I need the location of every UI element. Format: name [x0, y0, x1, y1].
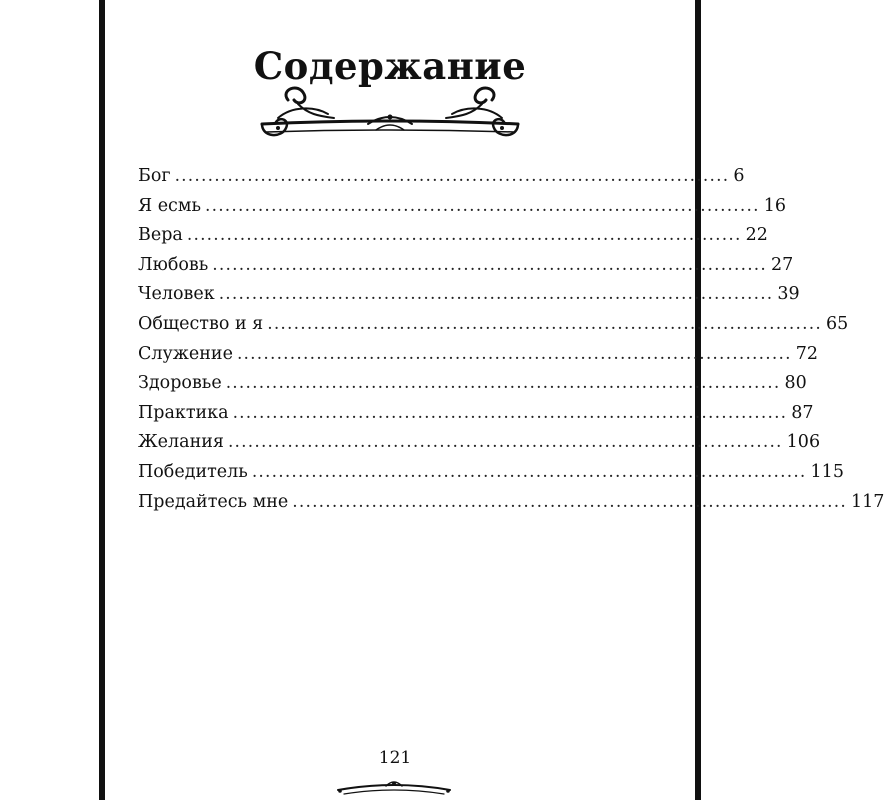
toc-entry-title: Практика [138, 402, 229, 423]
toc-entry[interactable] [138, 432, 821, 462]
toc-entry-page: 80 [784, 373, 807, 394]
page-title: Содержание [253, 44, 527, 88]
toc-leader-dots: .................................................................................... [232, 402, 788, 423]
toc-entry[interactable] [138, 254, 794, 285]
toc-leader-dots: .................................................................................... [212, 254, 768, 275]
toc-entry-page: 72 [795, 343, 818, 364]
toc-entry-page: 65 [825, 313, 849, 334]
toc-entry[interactable] [138, 313, 849, 344]
toc-entry-page: 16 [763, 195, 787, 216]
toc-entry[interactable] [138, 402, 814, 433]
toc-entry[interactable] [138, 491, 884, 522]
toc-entry-title: Предайтесь мне [138, 491, 289, 512]
toc-entry-title: Победитель [138, 461, 248, 482]
toc-entry[interactable] [138, 195, 787, 226]
toc-entry-page: 106 [786, 432, 821, 453]
toc-entry-title: Любовь [138, 254, 209, 275]
toc-entry-title: Служение [138, 343, 233, 364]
toc-leader-dots: .................................................................................... [267, 313, 822, 334]
page-number: 121 [378, 748, 412, 768]
toc-entry-page: 115 [810, 461, 844, 482]
toc-entry[interactable] [138, 225, 768, 255]
page-edge-right [695, 0, 701, 800]
toc-entry-page: 27 [771, 254, 794, 275]
toc-entry[interactable] [138, 166, 745, 196]
toc-entry[interactable] [138, 461, 844, 492]
toc-entry-title: Вера [138, 225, 183, 246]
toc-entry-title: Бог [138, 166, 171, 186]
toc-leader-dots: .................................................................................... [205, 195, 760, 216]
toc-leader-dots: .................................................................................... [218, 284, 774, 305]
toc-leader-dots: .................................................................................... [186, 225, 742, 246]
toc-entry-page: 39 [777, 284, 800, 305]
toc-leader-dots: .................................................................................... [174, 166, 730, 186]
toc-entry[interactable] [138, 343, 818, 374]
toc-entry[interactable] [138, 284, 800, 314]
decorative-scroll-icon [258, 84, 522, 142]
toc-entry-title: Человек [138, 284, 215, 305]
toc-entry-title: Общество и я [138, 313, 264, 334]
toc-entry-title: Здоровье [138, 373, 222, 394]
toc-leader-dots: .................................................................................... [225, 373, 781, 394]
toc-leader-dots: .................................................................................... [251, 461, 807, 482]
toc-entry-title: Желания [138, 432, 224, 453]
toc-entry-page: 22 [745, 225, 768, 246]
toc-entry-page: 6 [733, 166, 745, 186]
toc-leader-dots: .................................................................................... [227, 432, 783, 453]
toc-entry-title: Я есмь [138, 195, 201, 216]
toc-entry-page: 87 [791, 402, 814, 423]
toc-leader-dots: .................................................................................... [236, 343, 792, 364]
decorative-flourish-icon [334, 776, 454, 800]
toc-entry[interactable] [138, 373, 807, 403]
toc-entry-page: 117 [851, 491, 884, 512]
table-of-contents [138, 166, 884, 521]
toc-leader-dots: .................................................................................... [292, 491, 847, 512]
